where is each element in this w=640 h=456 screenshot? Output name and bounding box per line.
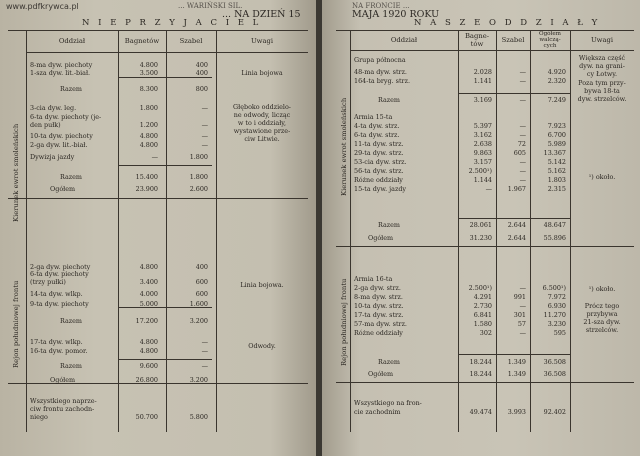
row-label: 2-ga dyw. piechoty	[30, 263, 91, 271]
cell-bagnetow: 4.800	[139, 132, 158, 140]
rule	[8, 198, 308, 199]
cell-bagnetow: —	[485, 185, 492, 193]
cell-bagnetow: 2.500¹)	[468, 167, 492, 175]
cell-bagnetow: 4.800	[139, 347, 158, 355]
cell-bagnetow: —	[151, 153, 158, 161]
cell-bagnetow: 4.800	[139, 141, 158, 149]
cell-ogolem: 5.989	[547, 140, 566, 148]
cell-ogolem: 92.402	[543, 408, 566, 416]
col-header-ogolem-3: cych	[543, 43, 557, 49]
cell-szabel: 301	[513, 311, 526, 319]
footnote: ¹) około.	[588, 173, 616, 181]
cell-ogolem: 7.249	[547, 96, 566, 104]
rule	[118, 359, 212, 360]
row-label: ciw frontu zachodn-	[30, 405, 95, 413]
cell-szabel: 1.349	[507, 358, 526, 366]
cell-bagnetow: 4.291	[473, 293, 492, 301]
cell-bagnetow: 1.580	[473, 320, 492, 328]
rule	[26, 52, 308, 53]
side-label-south: Rejon południowej frontu	[12, 280, 20, 368]
cell-bagnetow: 2.028	[473, 68, 492, 76]
rule	[336, 246, 634, 247]
cell-bagnetow: 3.500	[139, 69, 158, 77]
col-header-oddzial: Oddział	[58, 37, 86, 45]
row-label: Razem	[60, 173, 82, 181]
row-label: 10-ta dyw. strz.	[354, 302, 404, 310]
cell-bagnetow: 5.000	[139, 300, 158, 308]
cell-bagnetow: 3.157	[473, 158, 492, 166]
cell-szabel: —	[201, 347, 208, 355]
row-label: 6-ta dyw. piechoty	[30, 270, 89, 278]
table-title: N I E P R Z Y J A C I E L	[82, 18, 262, 28]
running-header: MAJA 1920 ROKU	[352, 9, 440, 20]
cell-szabel: —	[519, 68, 526, 76]
row-label: 15-ta dyw. jazdy	[354, 185, 407, 193]
col-header-uwagi: Uwagi	[590, 36, 614, 44]
cell-ogolem: 11.270	[543, 311, 566, 319]
row-label: 29-ta dyw. strz.	[354, 149, 404, 157]
cell-szabel: 1.967	[507, 185, 526, 193]
note: Linia bojowa.	[240, 281, 284, 289]
row-label: Dywizja jazdy	[30, 153, 75, 161]
column-divider	[350, 30, 351, 432]
cell-szabel: —	[519, 158, 526, 166]
cell-szabel: 1.349	[507, 370, 526, 378]
cell-szabel: —	[519, 77, 526, 85]
row-label: 164-ta bryg. strz.	[354, 77, 410, 85]
row-label: 4-ta dyw. strz.	[354, 122, 400, 130]
row-label: Razem	[378, 96, 400, 104]
cell-bagnetow: 2.730	[473, 302, 492, 310]
cell-szabel: 400	[195, 69, 208, 77]
footnote: ¹) około.	[588, 285, 616, 293]
column-divider	[216, 30, 217, 432]
rule	[118, 165, 212, 166]
cell-szabel: 600	[195, 278, 208, 286]
cell-bagnetow: 49.474	[469, 408, 492, 416]
row-label: 48-ma dyw. strz.	[354, 68, 407, 76]
row-label: 53-cia dyw. strz.	[354, 158, 407, 166]
cell-bagnetow: 31.230	[469, 234, 492, 242]
row-label: 14-ta dyw. wlkp.	[30, 290, 83, 298]
cell-szabel: —	[519, 302, 526, 310]
cell-szabel: 57	[517, 320, 526, 328]
cell-szabel: —	[201, 362, 208, 370]
cell-szabel: 1.800	[189, 153, 208, 161]
note: przybywa	[586, 310, 618, 318]
cell-ogolem: 595	[553, 329, 566, 337]
cell-ogolem: 36.508	[543, 370, 566, 378]
note: w to i oddziały,	[237, 119, 287, 127]
row-label: Wszystkiego naprze-	[30, 397, 97, 405]
cell-bagnetow: 28.061	[469, 221, 492, 229]
cell-szabel: 605	[513, 149, 526, 157]
row-label: Wszystkiego na fron-	[354, 399, 422, 407]
row-label: Razem	[378, 358, 400, 366]
row-label: 1-sza dyw. lit.-biał.	[30, 69, 91, 77]
cell-szabel: 5.800	[189, 413, 208, 421]
cell-bagnetow: 302	[479, 329, 492, 337]
rule	[336, 30, 634, 31]
note: wystawione prze-	[233, 127, 291, 135]
note: strzelców.	[585, 326, 619, 334]
row-label: 6-ta dyw. piechoty (je-	[30, 113, 102, 121]
cell-bagnetow: 2.500¹)	[468, 284, 492, 292]
note: bywa 18-ta	[584, 87, 620, 95]
side-label-smolensk: Kierunek ewrot smoleńskich	[12, 123, 20, 222]
cell-szabel: 400	[195, 263, 208, 271]
col-header-bagnetow-2: tów	[470, 40, 484, 48]
row-label: (trzy pułki)	[30, 278, 66, 286]
cell-bagnetow: 26.800	[135, 376, 158, 384]
table-title: N A S Z E O D D Z I A Ł Y	[414, 18, 601, 28]
row-label: Różne oddziały	[354, 329, 403, 337]
cell-szabel: —	[519, 96, 526, 104]
col-header-bagnetow: Bagnetów	[124, 37, 160, 45]
side-label-smolensk: Kierunek ewrot smoleńskich	[340, 97, 348, 196]
cell-szabel: 600	[195, 290, 208, 298]
cell-ogolem: 2.315	[547, 185, 566, 193]
rule	[350, 50, 634, 51]
row-label: Ogółem	[50, 185, 76, 193]
cell-bagnetow: 15.400	[135, 173, 158, 181]
note: Odwody.	[248, 342, 276, 350]
row-label: Razem	[60, 362, 82, 370]
cell-bagnetow: 4.000	[139, 290, 158, 298]
cell-szabel: 2.600	[189, 185, 208, 193]
cell-bagnetow: 3.162	[473, 131, 492, 139]
cell-ogolem: 55.896	[543, 234, 566, 242]
row-label: 17-ta dyw. strz.	[354, 311, 404, 319]
col-header-uwagi: Uwagi	[250, 37, 274, 45]
note: cy Łotwy.	[586, 70, 618, 78]
col-header-bagnetow: Bagne-	[464, 32, 490, 40]
cell-szabel: —	[201, 141, 208, 149]
row-label: Grupa północna	[354, 56, 406, 64]
note: Prócz tego	[584, 302, 620, 310]
cell-ogolem: 4.920	[547, 68, 566, 76]
row-label: den pułk)	[30, 121, 61, 129]
row-label: Razem	[60, 85, 82, 93]
row-label: Razem	[378, 221, 400, 229]
cell-bagnetow: 1.800	[139, 104, 158, 112]
cell-szabel: 400	[195, 61, 208, 69]
rule	[8, 30, 308, 31]
cell-szabel: —	[519, 284, 526, 292]
cell-ogolem: 6.700	[547, 131, 566, 139]
right-page	[322, 0, 640, 456]
running-header-top: NA FRONCIE ...	[352, 2, 410, 10]
row-label: Armia 16-ta	[354, 275, 393, 283]
cell-ogolem: 3.230	[547, 320, 566, 328]
cell-bagnetow: 5.397	[473, 122, 492, 130]
watermark: www.pdfkrywca.pl	[6, 2, 79, 11]
row-label: 2-ga dyw. lit.-biał.	[30, 141, 88, 149]
note: Większa część	[578, 54, 626, 62]
cell-bagnetow: 23.900	[135, 185, 158, 193]
note: dyw. na grani-	[579, 62, 625, 70]
row-label: 3-cia dyw. leg.	[30, 104, 77, 112]
cell-szabel: 3.200	[189, 376, 208, 384]
cell-szabel: —	[201, 338, 208, 346]
running-header-top: ... WARIŃSKI SIL.	[178, 2, 243, 10]
cell-bagnetow: 18.244	[469, 358, 492, 366]
cell-szabel: 1.600	[189, 300, 208, 308]
row-label: 9-ta dyw. piechoty	[30, 300, 89, 308]
cell-szabel: —	[201, 121, 208, 129]
cell-ogolem: 6.930	[547, 302, 566, 310]
cell-bagnetow: 4.800	[139, 338, 158, 346]
cell-ogolem: 48.647	[543, 221, 566, 229]
row-label: 17-ta dyw. wlkp.	[30, 338, 83, 346]
cell-bagnetow: 4.800	[139, 263, 158, 271]
cell-ogolem: 7.972	[547, 293, 566, 301]
cell-bagnetow: 1.144	[473, 176, 492, 184]
cell-bagnetow: 50.700	[135, 413, 158, 421]
rule	[336, 382, 634, 383]
row-label: Ogółem	[368, 370, 394, 378]
cell-ogolem: 5.162	[547, 167, 566, 175]
col-header-szabel: Szabel	[501, 36, 525, 44]
cell-szabel: 2.644	[507, 234, 526, 242]
cell-ogolem: 1.803	[547, 176, 566, 184]
cell-ogolem: 7.923	[547, 122, 566, 130]
cell-ogolem: 6.500¹)	[542, 284, 566, 292]
note: ne odwody, licząc	[233, 111, 291, 119]
col-header-ogolem-2: walczą-	[539, 37, 561, 43]
col-header-szabel: Szabel	[179, 37, 203, 45]
cell-szabel: —	[519, 131, 526, 139]
cell-szabel: —	[201, 132, 208, 140]
row-label: 10-ta dyw. piechoty	[30, 132, 93, 140]
col-header-oddzial: Oddział	[390, 36, 418, 44]
cell-ogolem: 36.508	[543, 358, 566, 366]
left-page	[0, 0, 318, 456]
row-label: 8-ma dyw. strz.	[354, 293, 403, 301]
cell-bagnetow: 9.863	[473, 149, 492, 157]
row-label: 16-ta dyw. pomor.	[30, 347, 88, 355]
cell-bagnetow: 8.300	[139, 85, 158, 93]
column-divider	[26, 30, 27, 432]
row-label: 2-ga dyw. strz.	[354, 284, 401, 292]
running-header: ... NA DZIEŃ 15	[222, 9, 301, 20]
cell-szabel: —	[519, 329, 526, 337]
cell-szabel: —	[201, 104, 208, 112]
row-label: 57-ma dyw. strz.	[354, 320, 407, 328]
row-label: 6-ta dyw. strz.	[354, 131, 400, 139]
note: Głęboko oddzielo-	[233, 103, 291, 111]
row-label: 56-ta dyw. strz.	[354, 167, 404, 175]
cell-ogolem: 13.367	[543, 149, 566, 157]
row-label: niego	[30, 413, 48, 421]
cell-szabel: 1.800	[189, 173, 208, 181]
side-label-south: Rejon południowej frontu	[340, 278, 348, 366]
row-label: Razem	[60, 317, 82, 325]
cell-bagnetow: 1.200	[139, 121, 158, 129]
note: Poza tym przy-	[578, 79, 626, 87]
cell-szabel: 3.200	[189, 317, 208, 325]
cell-szabel: 991	[513, 293, 526, 301]
cell-bagnetow: 2.638	[473, 140, 492, 148]
row-label: Ogółem	[50, 376, 76, 384]
cell-ogolem: 2.320	[547, 77, 566, 85]
cell-bagnetow: 17.200	[135, 317, 158, 325]
row-label: 8-ma dyw. piechoty	[30, 61, 93, 69]
col-header-ogolem: Ogółem	[539, 31, 561, 37]
row-label: Armia 15-ta	[354, 113, 393, 121]
cell-szabel: 3.993	[507, 408, 526, 416]
rule	[458, 218, 570, 219]
cell-bagnetow: 3.400	[139, 278, 158, 286]
cell-szabel: —	[519, 176, 526, 184]
row-label: Ogółem	[368, 234, 394, 242]
cell-szabel: —	[519, 122, 526, 130]
note: ciw Litwie.	[244, 135, 280, 143]
row-label: Różne oddziały	[354, 176, 403, 184]
rule	[458, 354, 570, 355]
cell-bagnetow: 1.141	[473, 77, 492, 85]
row-label: cie zachodnim	[354, 408, 401, 416]
cell-bagnetow: 3.169	[473, 96, 492, 104]
note: 21-sza dyw.	[583, 318, 621, 326]
rule	[458, 93, 570, 94]
cell-szabel: 800	[195, 85, 208, 93]
row-label: 11-ta dyw. strz.	[354, 140, 404, 148]
cell-ogolem: 5.142	[547, 158, 566, 166]
note: Linia bojowa	[241, 69, 283, 77]
cell-bagnetow: 4.800	[139, 61, 158, 69]
cell-bagnetow: 9.600	[139, 362, 158, 370]
cell-bagnetow: 18.244	[469, 370, 492, 378]
cell-szabel: —	[519, 167, 526, 175]
cell-szabel: 2.644	[507, 221, 526, 229]
cell-szabel: 72	[517, 140, 526, 148]
note: dyw. strzelców.	[577, 95, 627, 103]
cell-bagnetow: 6.841	[473, 311, 492, 319]
